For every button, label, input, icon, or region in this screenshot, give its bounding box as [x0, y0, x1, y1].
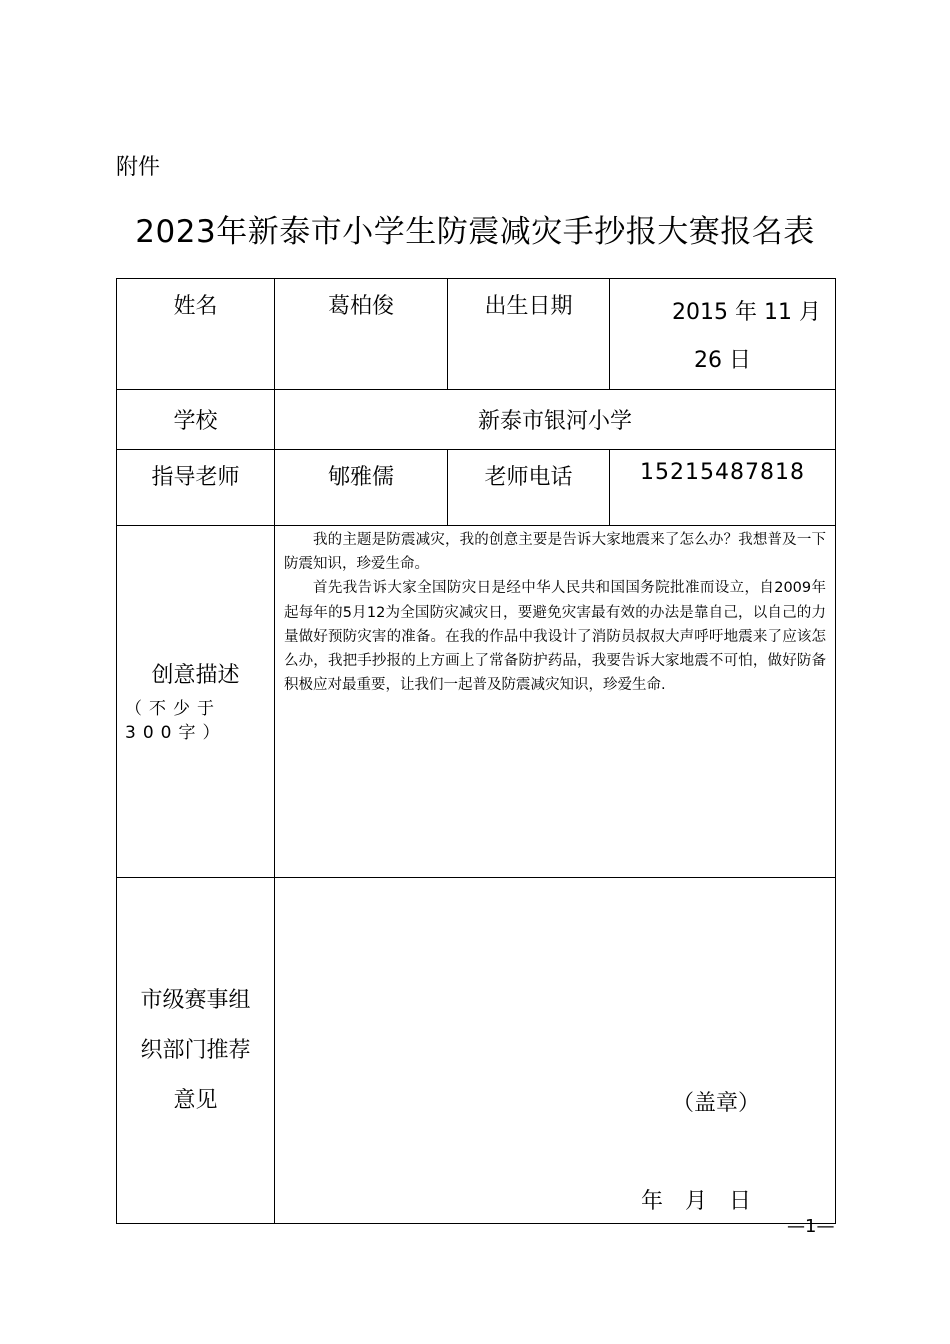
row-name-birth — [117, 279, 836, 390]
name-label: 姓名 — [117, 279, 275, 390]
phone-value: 15215487818 — [610, 450, 836, 526]
row-teacher — [117, 450, 836, 526]
attachment-label: 附件 — [116, 155, 161, 180]
name-value: 葛柏俊 — [275, 279, 448, 390]
recommend-label-line1: 市级赛事组 — [140, 987, 251, 1013]
teacher-label: 指导老师 — [117, 450, 275, 526]
recommendation-area — [275, 878, 836, 1224]
creative-description — [275, 526, 836, 878]
date-label: 年 月 日 — [641, 1189, 752, 1214]
page-number: —1— — [787, 1216, 835, 1237]
school-label: 学校 — [117, 390, 275, 450]
teacher-value: 郇雅儒 — [275, 450, 448, 526]
row-school — [117, 390, 836, 450]
stamp-label: （盖章） — [672, 1091, 761, 1116]
phone-label: 老师电话 — [448, 450, 610, 526]
birth-value-line2: 26 日 — [694, 348, 751, 373]
row-creative — [117, 526, 836, 878]
creative-paragraph-2: 首先我告诉大家全国防灾日是经中华人民共和国国务院批准而设立，自2009年起每年的5月12为全国防灾减灾日，要避免灾害最有效的办法是靠自己，以自己的力量做好预防灾害的准备。在我的作品中我设计了消防员叔叔大声呼吁地震来了应该怎么办，我把手抄报的上方画上了常备防护药品，我要告诉大家地震不可怕，做好防备积极应对最重要，让我们一起普及防震减灾知识，珍爱生命. — [284, 580, 826, 694]
creative-label: 创意描述 — [151, 663, 240, 688]
birth-label: 出生日期 — [448, 279, 610, 390]
birth-value — [610, 279, 836, 390]
creative-label-cell — [117, 526, 275, 878]
registration-form-table — [116, 278, 836, 1224]
row-recommendation — [117, 878, 836, 1224]
birth-value-line1: 2015 年 11 月 — [672, 300, 821, 325]
creative-note: （不少于300字） — [125, 699, 227, 743]
school-value: 新泰市银河小学 — [275, 390, 836, 450]
page-title: 2023年新泰市小学生防震减灾手抄报大赛报名表 — [135, 214, 815, 250]
recommend-label-line3: 意见 — [173, 1087, 218, 1113]
recommend-label-line2: 织部门推荐 — [140, 1037, 251, 1063]
creative-paragraph-1: 我的主题是防震减灾，我的创意主要是告诉大家地震来了怎么办？我想普及一下防震知识，珍爱生命。 — [284, 532, 826, 573]
recommend-label — [117, 878, 275, 1224]
